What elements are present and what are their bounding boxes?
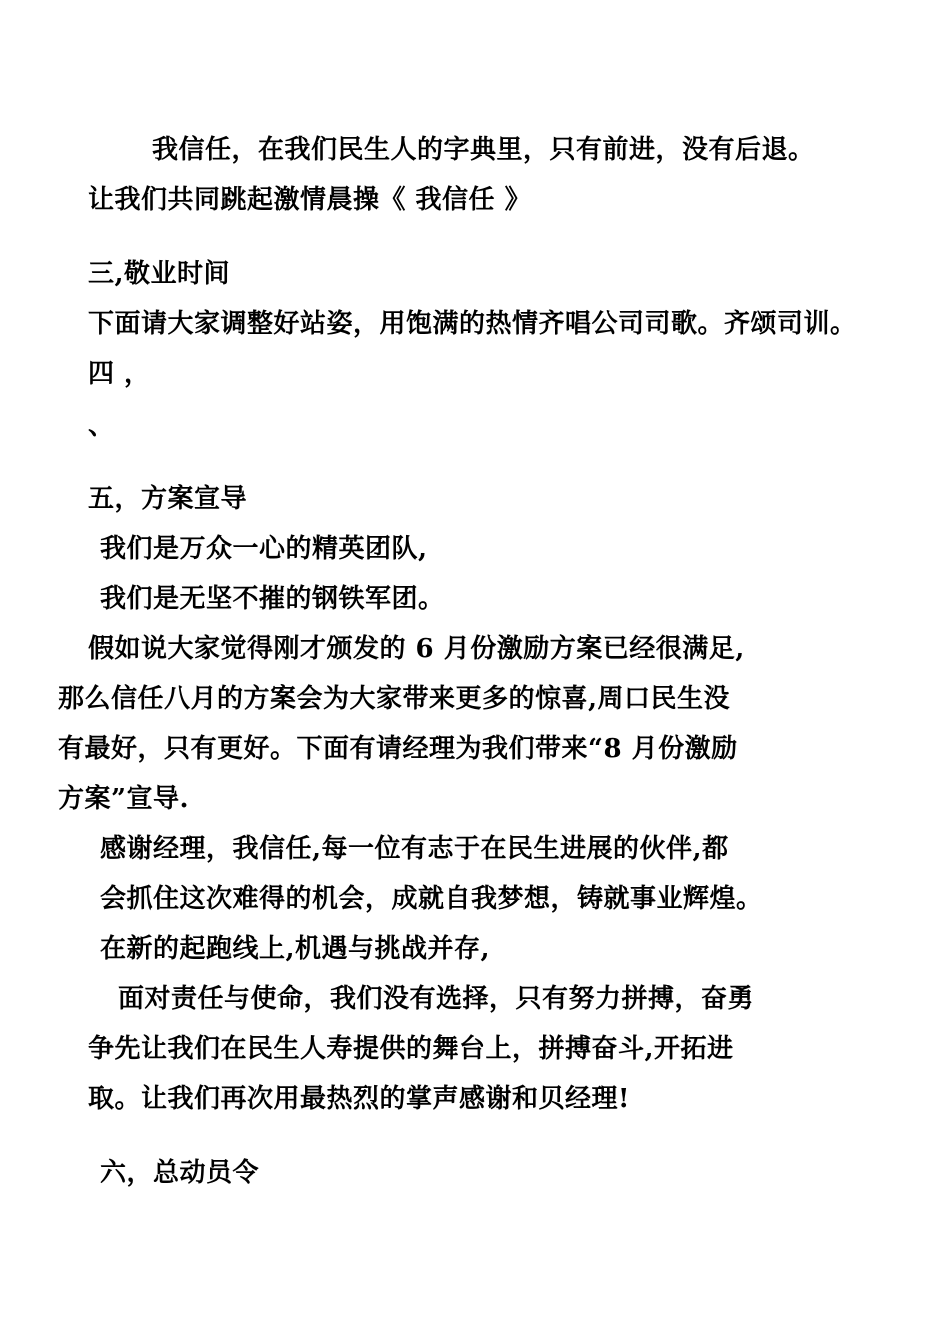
paragraph-line: 假如说大家觉得刚才颁发的 6 月份激励方案已经很满足, <box>88 634 745 664</box>
paragraph-line: 面对责任与使命，我们没有选择，只有努力拼搏，奋勇 <box>118 984 755 1014</box>
paragraph-line: 争先让我们在民生人寿提供的舞台上，拼搏奋斗,开拓进 <box>88 1034 734 1064</box>
section-heading: 六，总动员令 <box>100 1158 260 1188</box>
paragraph-line: 感谢经理，我信任,每一位有志于在民生进展的伙伴,都 <box>100 834 729 864</box>
paragraph-line: 在新的起跑线上,机遇与挑战并存, <box>100 934 491 964</box>
paragraph-line: 会抓住这次难得的机会，成就自我梦想，铸就事业辉煌。 <box>100 884 763 914</box>
paragraph-line: 我们是无坚不摧的钢铁军团。 <box>100 584 445 614</box>
paragraph-line: 让我们共同跳起激情晨操《 我信任 》 <box>88 185 532 215</box>
paragraph-line: 我信任，在我们民生人的字典里，只有前进，没有后退。 <box>152 135 815 165</box>
section-heading: 三,敬业时间 <box>88 259 231 289</box>
paragraph-line: 我们是万众一心的精英团队, <box>100 534 428 564</box>
paragraph-line: 取。让我们再次用最热烈的掌声感谢和贝经理! <box>88 1084 630 1114</box>
paragraph-line: 下面请大家调整好站姿，用饱满的热情齐唱公司司歌。齐颂司训。 <box>88 309 857 339</box>
paragraph-line: 有最好，只有更好。下面有请经理为我们带来“8 月份激励 <box>58 734 738 764</box>
section-heading: 五，方案宣导 <box>88 484 248 514</box>
paragraph-line: 方案”宣导. <box>58 784 190 814</box>
section-heading: 四 ， <box>88 359 151 389</box>
paragraph-line: 、 <box>88 411 115 441</box>
paragraph-line: 那么信任八月的方案会为大家带来更多的惊喜,周口民生没 <box>58 684 731 714</box>
